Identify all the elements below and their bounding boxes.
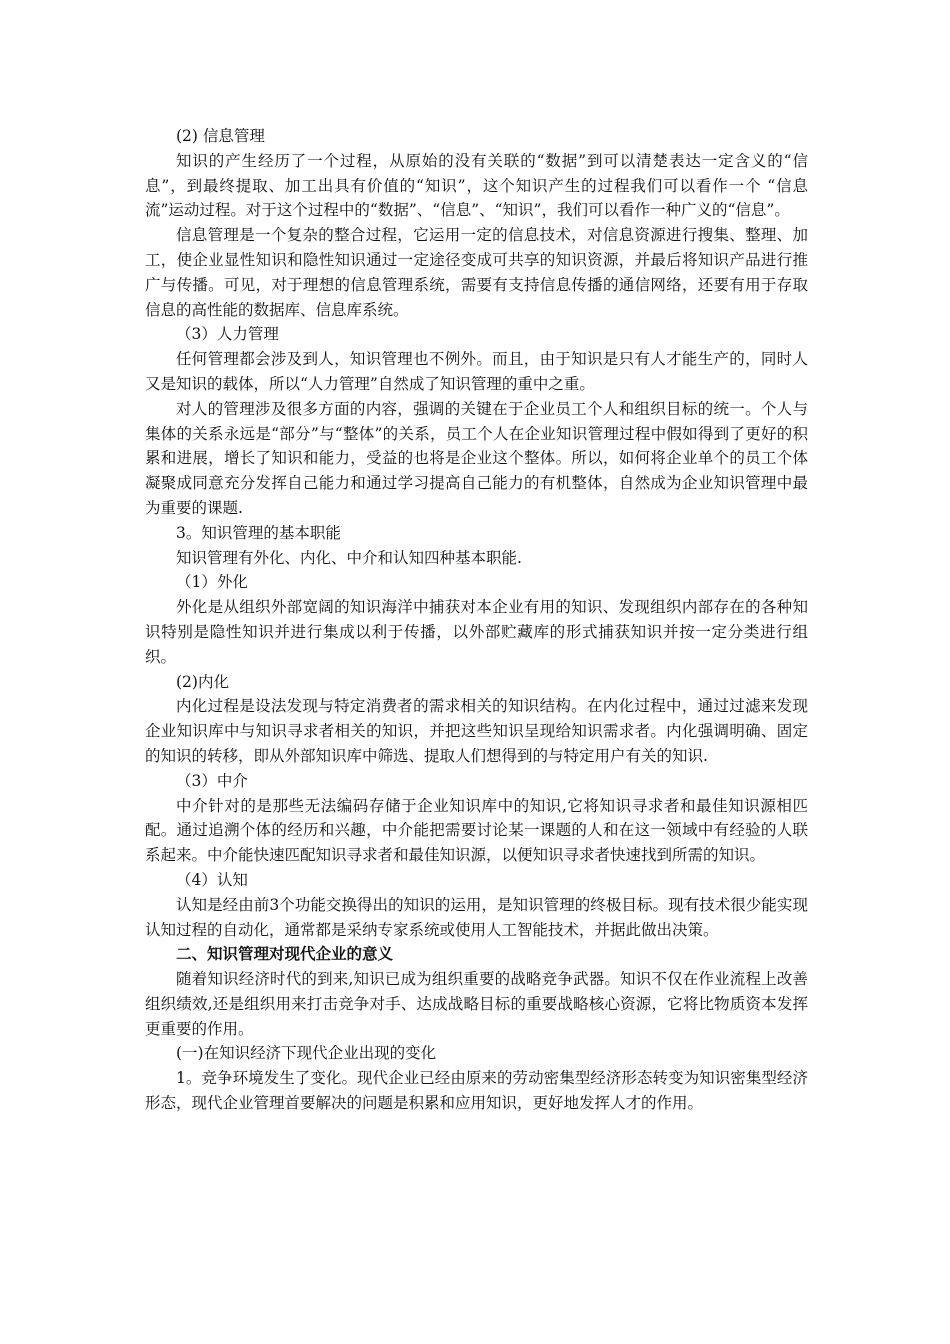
paragraph-knowledge-production: 知识的产生经历了一个过程，从原始的没有关联的“数据”到可以清楚表达一定含义的“信息”，到最终提取、加工出具有价值的“知识”，这个知识产生的过程我们可以看作一个 “信息流”运动过程。对于这个过程中的“数据”、“信息”、“知识”，我们可以看作一种广义的“信息”。 — [145, 151, 808, 220]
paragraph-internalization: 内化过程是设法发现与特定消费者的需求相关的知识结构。在内化过程中，通过过滤来发现企业知识库中与知识寻求者相关的知识，并把这些知识呈现给知识需求者。内化强调明确、固定的知识的转移，即从外部知识库中筛选、提取人们想得到的与特定用户有关的知识. — [145, 697, 808, 765]
subsection-heading-human-management: （3）人力管理 — [176, 325, 279, 344]
paragraph-info-management: 信息管理是一个复杂的整合过程，它运用一定的信息技术，对信息资源进行搜集、整理、加工，使企业显性知识和隐性知识通过一定途径变成可共享的知识资源，并最后将知识产品进行推广与传播。可见，对于理想的信息管理系统，需要有支持信息传播的通信网络，还要有用于存取信息的高性能的数据库、信息库系统。 — [145, 226, 808, 319]
subsection-heading-info-management: (2) 信息管理 — [176, 127, 265, 145]
section-heading-basic-functions: 3。知识管理的基本职能 — [176, 523, 341, 542]
paragraph-human-management-2: 对人的管理涉及很多方面的内容，强调的关键在于企业员工个人和组织目标的统一。个人与集体的关系永远是“部分”与“整体”的关系，员工个人在企业知识管理过程中假如得到了更好的积累和进展，增长了知识和能力，受益的也将是企业这个整体。所以，如何将企业单个的员工个体凝聚成同意充分发挥自己能力和通过学习提高自己能力的有机整体，自然成为企业知识管理中最为重要的课题. — [145, 399, 808, 517]
paragraph-intermediation: 中介针对的是那些无法编码存储于企业知识库中的知识,它将知识寻求者和最佳知识源相匹配。通过追溯个体的经历和兴趣，中介能把需要讨论某一课题的人和在这一领域中有经验的人联系起来。中介能快速匹配知识寻求者和最佳知识源，以便知识寻求者快速找到所需的知识。 — [145, 796, 808, 865]
subsection-heading-intermediation: （3）中介 — [176, 771, 248, 790]
paragraph-human-management-1: 任何管理都会涉及到人，知识管理也不例外。而且，由于知识是只有人才能生产的，同时人又是知识的载体，所以“人力管理”自然成了知识管理的重中之重。 — [145, 350, 808, 393]
section-heading-significance: 二、知识管理对现代企业的意义 — [176, 944, 394, 964]
paragraph-significance: 随着知识经济时代的到来,知识已成为组织重要的战略竞争武器。知识不仅在作业流程上改善组织绩效,还是组织用来打击竞争对手、达成战略目标的重要战略核心资源，它将比物质资本发挥更重要的作用。 — [145, 970, 808, 1038]
subsection-heading-externalization: （1）外化 — [176, 573, 248, 592]
subsection-heading-cognition: （4）认知 — [176, 870, 248, 889]
paragraph-basic-functions: 知识管理有外化、内化、中介和认知四种基本职能. — [176, 548, 522, 567]
paragraph-cognition: 认知是经由前3个功能交换得出的知识的运用，是知识管理的终极目标。现有技术很少能实现认知过程的自动化，通常都是采纳专家系统或使用人工智能技术，并据此做出决策。 — [145, 895, 808, 939]
document-body — [145, 124, 808, 1116]
paragraph-competition-change: 1。竞争环境发生了变化。现代企业已经由原来的劳动密集型经济形态转变为知识密集型经济形态，现代企业管理首要解决的问题是积累和应用知识，更好地发挥人才的作用。 — [145, 1069, 808, 1113]
paragraph-externalization: 外化是从组织外部宽阔的知识海洋中捕获对本企业有用的知识、发现组织内部存在的各种知识特别是隐性知识并进行集成以利于传播，以外部贮藏库的形式捕获知识并按一定分类进行组织。 — [145, 598, 808, 666]
subsection-heading-changes: (一)在知识经济下现代企业出现的变化 — [176, 1044, 437, 1063]
subsection-heading-internalization: (2)内化 — [176, 672, 229, 691]
